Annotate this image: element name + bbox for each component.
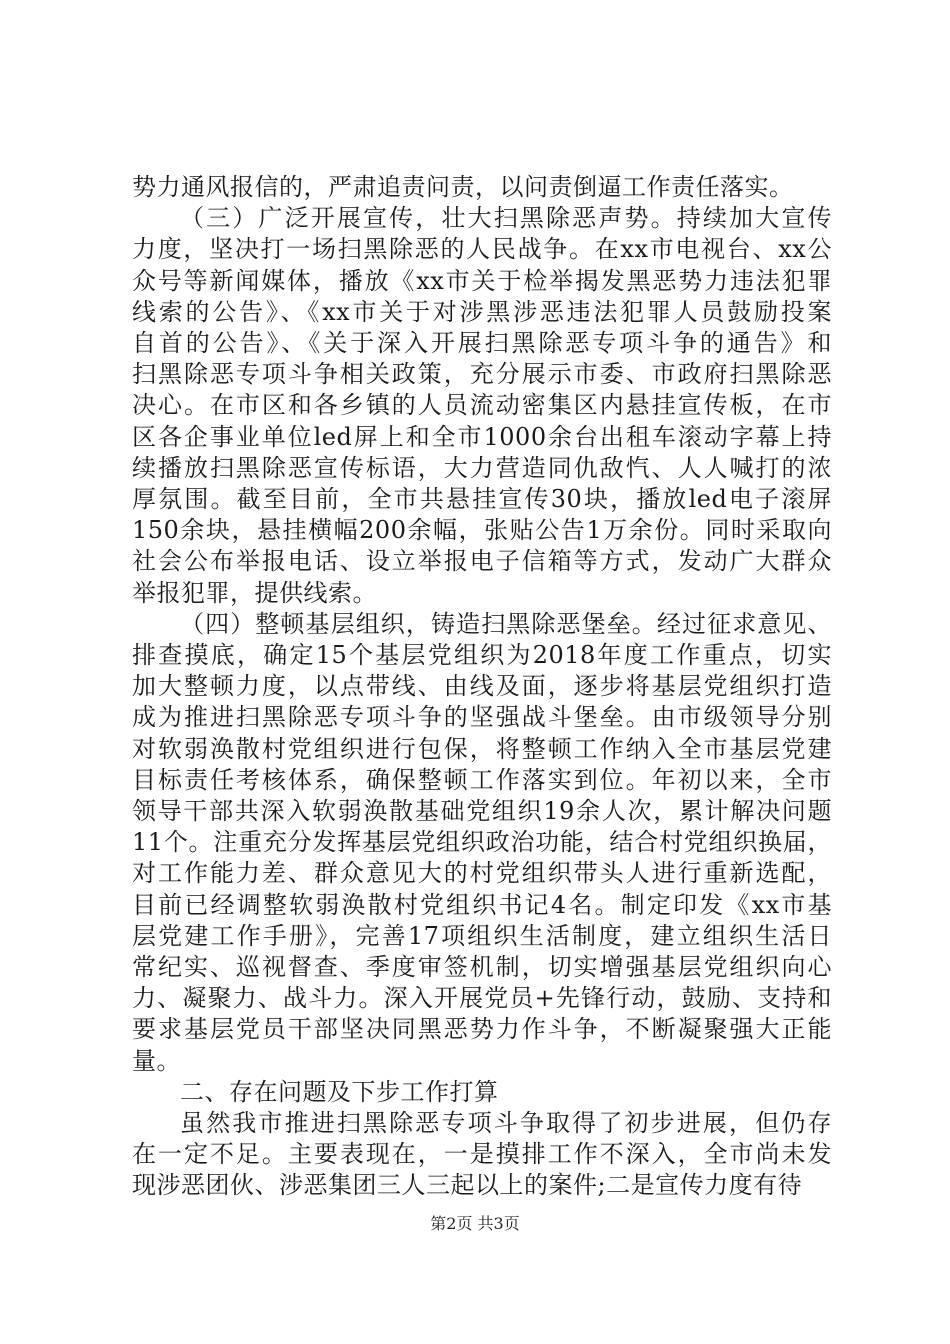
body-line: 续播放扫黑除恶宣传标语，大力营造同仇敌忾、人人喊打的浓 (132, 453, 832, 482)
body-line: 层党建工作手册》，完善17项组织生活制度，建立组织生活日 (132, 921, 832, 950)
body-line: 虽然我市推进扫黑除恶专项斗争取得了初步进展，但仍存 (180, 1109, 832, 1137)
body-line: 排查摸底，确定15个基层党组织为2018年度工作重点，切实 (132, 641, 832, 669)
page-footer: 第2页 共3页 (430, 1214, 520, 1233)
body-line: 线索的公告》、《xx市关于对涉黑涉恶违法犯罪人员鼓励投案 (132, 297, 832, 326)
body-line: 成为推进扫黑除恶专项斗争的坚强战斗堡垒。由市级领导分别 (132, 703, 832, 732)
body-line: 领导干部共深入软弱涣散基础党组织19余人次，累计解决问题 (132, 797, 832, 825)
body-line: 自首的公告》、《关于深入开展扫黑除恶专项斗争的通告》和 (132, 329, 832, 357)
body-line: 厚氛围。截至目前，全市共悬挂宣传30块，播放led电子滚屏 (132, 485, 832, 513)
body-line: 区各企事业单位led屏上和全市1000余台出租车滚动字幕上持 (132, 422, 832, 451)
body-line: 量。 (132, 1046, 181, 1075)
body-line: 决心。在市区和各乡镇的人员流动密集区内悬挂宣传板，在市 (132, 391, 832, 420)
body-line: 150余块，悬挂横幅200余幅，张贴公告1万余份。同时采取向 (132, 516, 832, 545)
body-line: 力度，坚决打一场扫黑除恶的人民战争。在xx市电视台、xx公 (132, 235, 832, 264)
body-line: 加大整顿力度，以点带线、由线及面，逐步将基层党组织打造 (132, 672, 832, 701)
body-line: 势力通风报信的，严肃追责问责，以问责倒逼工作责任落实。 (132, 173, 794, 201)
body-line: 现涉恶团伙、涉恶集团三人三起以上的案件;二是宣传力度有待 (132, 1171, 803, 1200)
body-line: 11个。注重充分发挥基层党组织政治功能，结合村党组织换届， (132, 828, 832, 857)
body-line: 扫黑除恶专项斗争相关政策，充分展示市委、市政府扫黑除恶 (132, 360, 832, 389)
body-line: 举报犯罪，提供线索。 (132, 578, 377, 607)
body-line: 力、凝聚力、战斗力。深入开展党员+先锋行动，鼓励、支持和 (132, 984, 832, 1013)
body-line: 社会公布举报电话、设立举报电子信箱等方式，发动广大群众 (132, 547, 832, 576)
section-heading: 二、存在问题及下步工作打算 (180, 1077, 499, 1106)
body-line: 在一定不足。主要表现在，一是摸排工作不深入，全市尚未发 (132, 1140, 832, 1169)
body-line: 目前已经调整软弱涣散村党组织书记4名。制定印发《xx市基 (132, 890, 832, 919)
body-line: 目标责任考核体系，确保整顿工作落实到位。年初以来，全市 (132, 765, 832, 794)
body-line: 对软弱涣散村党组织进行包保，将整顿工作纳入全市基层党建 (132, 734, 832, 763)
body-line: 要求基层党员干部坚决同黑恶势力作斗争，不断凝聚强大正能 (132, 1015, 832, 1044)
body-line: 常纪实、巡视督查、季度审签机制，切实增强基层党组织向心 (132, 953, 832, 981)
body-line: （三）广泛开展宣传，壮大扫黑除恶声势。持续加大宣传 (180, 204, 832, 233)
body-line: 众号等新闻媒体，播放《xx市关于检举揭发黑恶势力违法犯罪 (132, 266, 832, 295)
body-line: （四）整顿基层组织，铸造扫黑除恶堡垒。经过征求意见、 (180, 609, 832, 638)
body-line: 对工作能力差、群众意见大的村党组织带头人进行重新选配， (132, 859, 832, 888)
